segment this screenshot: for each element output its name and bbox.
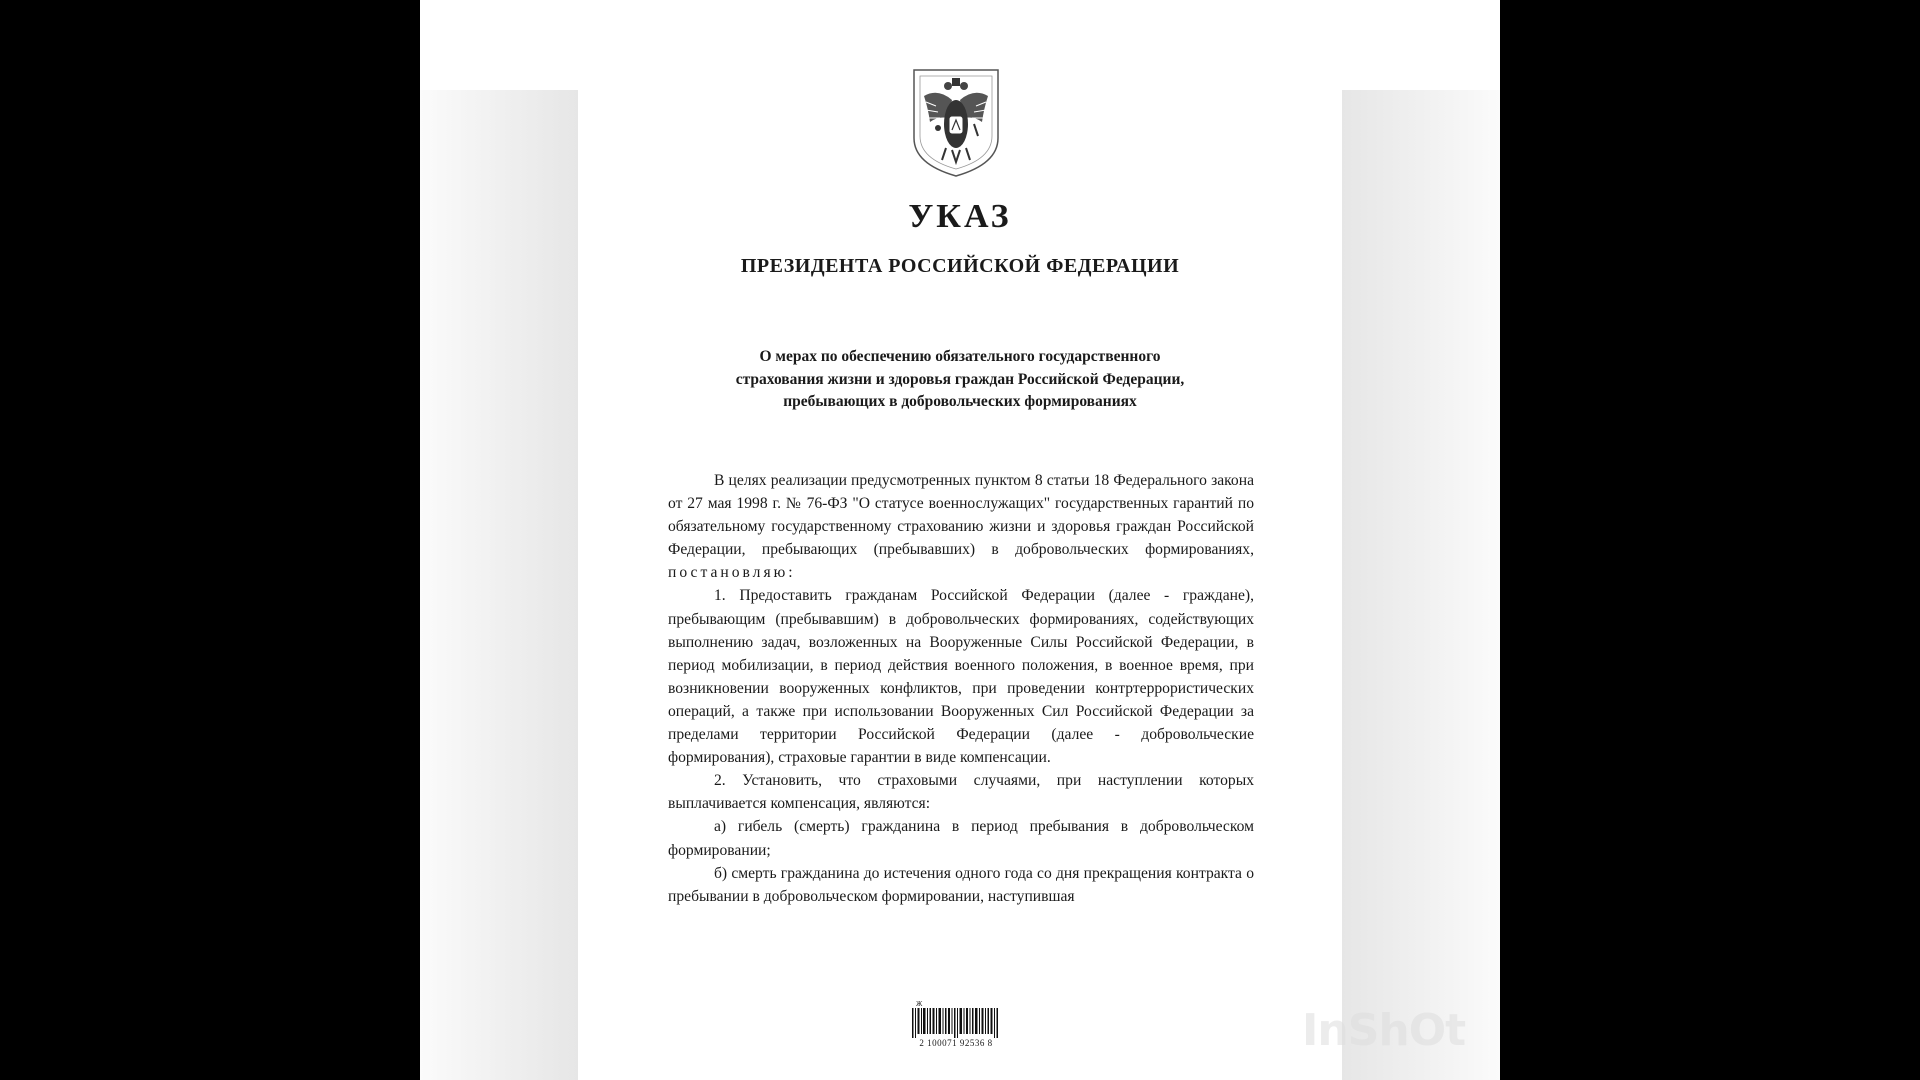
decree-verb: постановляю [668, 564, 789, 582]
decree-title: УКАЗ [908, 198, 1012, 235]
coat-of-arms-icon [908, 66, 1004, 178]
paragraph-1: 1. Предоставить гражданам Российской Федерации (далее - граждане), пребывающим (пребывавшим) в добровольческих формированиях, содействующих выполнению задач, возложенных на Вооруженные Силы Российской Федерации, в период мобилизации, в период действия военного положения, в военное время, при возникновении вооруженных конфликтов, при проведении контртеррористических операций, а также при использовании Вооруженных Сил Российской Федерации за пределами территории Российской Федерации (далее - добровольческие формирования), страховые гарантии в виде компенсации. [668, 587, 1254, 767]
video-frame [420, 0, 1500, 1080]
heading-line: пребывающих в добровольческих формированиях [783, 393, 1137, 410]
barcode-icon [912, 1008, 1000, 1038]
barcode-number: 2 100071 92536 8 [919, 1038, 993, 1048]
decree-heading [678, 346, 1242, 414]
intro-end: : [788, 564, 793, 582]
heading-line: страхования жизни и здоровья граждан Российской Федерации, [735, 370, 1185, 388]
intro-text: В целях реализации предусмотренных пунктом 8 статьи 18 Федерального закона от 27 мая 1998 г. № 76-ФЗ "О статусе военнослужащих" государственных гарантий по обязательному государственному страхованию жизни и здоровья граждан Российской Федерации, пребывающих (пребывавших) в добровольческих формированиях, [668, 472, 1254, 559]
decree-body [668, 469, 1254, 908]
paragraph-2b: б) смерть гражданина до истечения одного года со дня прекращения контракта о пребывании в добровольческом формировании, наступившая [668, 864, 1254, 905]
paragraph-2: 2. Установить, что страховыми случаями, при наступлении которых выплачивается компенсация, являются: [668, 772, 1254, 813]
inshot-watermark: InShOt [1302, 1005, 1466, 1056]
heading-line: О мерах по обеспечению обязательного государственного [759, 348, 1161, 365]
document-page [578, 0, 1342, 1080]
paper-shadow-right [1340, 90, 1500, 1080]
document-barcode [912, 1000, 1000, 1049]
paper-shadow-left [420, 90, 580, 1080]
decree-subtitle: ПРЕЗИДЕНТА РОССИЙСКОЙ ФЕДЕРАЦИИ [740, 255, 1180, 277]
paragraph-intro [668, 469, 1254, 584]
paragraph-2a: а) гибель (смерть) гражданина в период пребывания в добровольческом формировании; [668, 818, 1254, 859]
barcode-mark: Ж [916, 1000, 923, 1008]
